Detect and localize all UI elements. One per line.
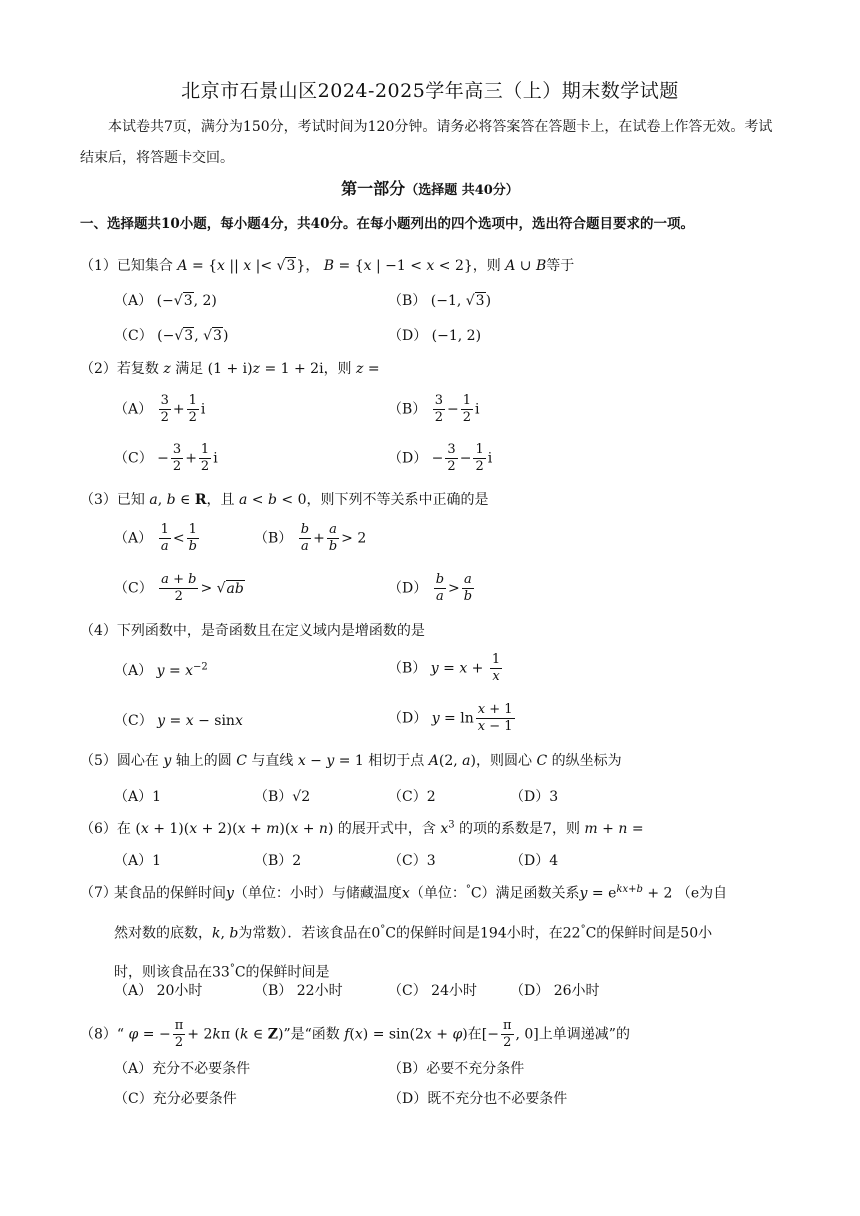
q2-option-a[interactable]: （A） $\frac{3}{2}$ + $\frac{1}{2}$ i	[114, 393, 206, 425]
option-label: （C）	[114, 580, 153, 597]
q3-option-c[interactable]: （C） $\frac{a + b}{2}$ > √ab	[114, 572, 244, 604]
option-label: （C）	[388, 983, 427, 999]
option-label: （D）	[388, 1091, 428, 1107]
option-label: （C）	[114, 1091, 153, 1107]
question-text: 等于	[546, 258, 575, 274]
option-text: 必要不充分条件	[426, 1061, 525, 1077]
q8-option-d[interactable]	[388, 1088, 567, 1108]
q6-option-a[interactable]	[114, 850, 161, 870]
question-number: （7）	[80, 885, 117, 901]
option-label: （C）	[388, 853, 427, 869]
option-label: （D）	[388, 328, 428, 344]
question-number: （8）	[80, 1026, 117, 1043]
question-text: 的纵坐标为	[551, 753, 622, 769]
option-label: （B）	[388, 660, 427, 677]
q1-option-c[interactable]: （C） (−√3, √3)	[114, 328, 229, 344]
question-text: （e为自	[676, 885, 728, 902]
q8-option-b[interactable]	[388, 1058, 524, 1078]
question-text: ，则圆心	[475, 753, 532, 769]
q1-option-b[interactable]: （B） (−1, √3)	[388, 293, 492, 309]
q5-option-c[interactable]	[388, 786, 436, 806]
option-text: 充分必要条件	[152, 1091, 237, 1107]
q7-option-c[interactable]	[388, 980, 477, 1000]
question-text: （单位：小时）与储藏温度	[233, 885, 402, 902]
question-text: 的保鲜时间是194小时，在	[396, 925, 563, 942]
question-text: 某食品的保鲜时间	[114, 885, 226, 902]
question-text: 时，则该食品在	[114, 964, 212, 981]
question-number: （4）	[80, 623, 117, 639]
question-1	[80, 255, 574, 275]
q7-option-b[interactable]	[254, 980, 343, 1000]
question-text: ，则下列不等关系中正确的是	[306, 492, 489, 508]
part-heading	[0, 176, 860, 199]
option-text: 3	[549, 789, 559, 805]
question-number: （1）	[80, 258, 117, 274]
q3-option-b[interactable]: （B） $\frac{b}{a}$ + $\frac{a}{b}$ > 2	[254, 522, 367, 554]
option-text: 4	[549, 853, 559, 869]
option-label: （B）	[254, 530, 293, 547]
math-expr: A ∪ B	[505, 258, 547, 274]
question-text: 若复数	[116, 361, 159, 377]
question-text: ，且	[206, 492, 235, 508]
question-text: （单位：	[409, 885, 466, 902]
q4-option-b[interactable]: （B） y = x + $\frac{1}{x}$	[388, 652, 501, 684]
option-label: （B）	[254, 789, 293, 805]
question-3: （3）已知 a, b ∈ R，且 a < b < 0，则下列不等关系中正确的是	[80, 492, 489, 508]
q5-option-b[interactable]	[254, 786, 310, 806]
question-text: 在	[467, 1026, 482, 1043]
q8-option-a[interactable]	[114, 1058, 250, 1078]
q1-option-d[interactable]: （D） (−1, 2)	[388, 328, 482, 344]
option-label: （A）	[114, 293, 153, 309]
question-text: 已知	[116, 492, 145, 508]
option-text: 26小时	[553, 983, 600, 999]
question-7-body	[114, 875, 789, 988]
q5-option-a[interactable]	[114, 786, 161, 806]
option-label: （D）	[388, 450, 428, 467]
option-label: （D）	[388, 710, 428, 727]
option-text: 1	[152, 789, 162, 805]
exam-instructions: 本试卷共7页，满分为150分，考试时间为120分钟。请务必将答案答在答题卡上，在试卷上作答无效。考试结束后，将答题卡交回。	[80, 119, 773, 166]
option-label: （B）	[254, 983, 293, 999]
q7-option-a[interactable]	[114, 980, 202, 1000]
part-title: 第一部分	[341, 179, 406, 198]
q4-option-d[interactable]: （D） y = ln $\frac{x + 1}{x - 1}$	[388, 702, 513, 734]
q8-option-c[interactable]	[114, 1088, 237, 1108]
question-text: ”是“函数	[283, 1026, 340, 1043]
option-label: （B）	[254, 853, 293, 869]
question-text: ，	[305, 258, 320, 274]
option-text: 充分不必要条件	[152, 1061, 251, 1077]
option-label: （A）	[114, 1061, 153, 1077]
part-subtitle: （选择题 共40分）	[405, 183, 519, 198]
option-label: （C）	[114, 328, 153, 344]
question-text: 轴上的圆	[175, 753, 232, 769]
q2-option-c[interactable]: （C） − $\frac{3}{2}$ + $\frac{1}{2}$ i	[114, 442, 218, 474]
option-text: 22小时	[296, 983, 343, 999]
option-label: （C）	[114, 713, 153, 729]
question-text: 然对数的底数，	[114, 925, 212, 942]
option-label: （B）	[388, 401, 427, 418]
question-7-line-3: 时，则该食品在33°C的保鲜时间是	[114, 963, 330, 981]
question-text: 上单调递减”的	[538, 1026, 630, 1043]
question-text: 的保鲜时间是50小	[596, 925, 713, 942]
question-text: 的保鲜时间是	[245, 964, 330, 981]
option-label: （A）	[114, 663, 153, 679]
question-5: （5）圆心在 y 轴上的圆 C 与直线 x − y = 1 相切于点 A(2, a)，则圆心 C 的纵坐标为	[80, 753, 622, 769]
question-2: （2）若复数 z 满足 (1 + i)z = 1 + 2i，则 z =	[80, 361, 380, 377]
math-expr: A = {x || x |< √3}	[177, 258, 306, 274]
q1-option-a[interactable]: （A） (−√3, 2)	[114, 293, 217, 309]
question-text: “	[116, 1026, 125, 1043]
q5-option-d[interactable]	[510, 786, 558, 806]
option-label: （B）	[388, 1061, 427, 1077]
question-number: （3）	[80, 492, 117, 508]
question-text: 下列函数中，是奇函数且在定义域内是增函数的是	[116, 623, 425, 639]
option-text: 2	[292, 853, 302, 869]
option-label: （C）	[114, 450, 153, 467]
option-text: 20小时	[156, 983, 203, 999]
question-text: ，则	[472, 258, 501, 274]
q2-option-b[interactable]: （B） $\frac{3}{2}$ − $\frac{1}{2}$ i	[388, 393, 480, 425]
question-4	[80, 620, 425, 640]
q2-option-d[interactable]: （D） − $\frac{3}{2}$ − $\frac{1}{2}$ i	[388, 442, 493, 474]
question-text: 与直线	[251, 753, 294, 769]
q3-option-d[interactable]: （D） $\frac{b}{a}$ > $\frac{a}{b}$	[388, 572, 473, 604]
math-expr: B = {x | −1 < x < 2}	[323, 258, 473, 274]
question-text: ，则	[323, 361, 352, 377]
question-text: 满足	[175, 361, 204, 377]
question-text: ）满足函数关系	[481, 885, 580, 902]
question-text: 的项的系数是7，则	[459, 821, 580, 837]
section-heading: 一、选择题共10小题，每小题4分，共40分。在每小题列出的四个选项中，选出符合题目要求的一项。	[80, 216, 694, 232]
q4-option-c[interactable]: （C） y = x − sinx	[114, 713, 243, 729]
question-number: （5）	[80, 753, 117, 769]
q3-option-a[interactable]: （A） $\frac{1}{a}$ < $\frac{1}{b}$	[114, 522, 197, 554]
option-label: （D）	[510, 983, 550, 999]
q6-option-d[interactable]	[510, 850, 558, 870]
option-text: 既不充分也不必要条件	[427, 1091, 568, 1107]
option-text: 3	[426, 853, 436, 869]
question-text: 的展开式中，含	[337, 821, 436, 837]
option-label: （A）	[114, 789, 153, 805]
question-7	[80, 882, 117, 902]
option-label: （A）	[114, 983, 153, 999]
q4-option-a[interactable]: （A） $y = x^{-2}$	[114, 661, 208, 679]
question-text: 在	[116, 821, 131, 837]
question-6: （6）在 (x + 1)(x + 2)(x + m)(x + n) 的展开式中，含 $x^3$ 的项的系数是7，则 m + n =	[80, 819, 644, 837]
question-text: 圆心在	[116, 753, 159, 769]
question-text: 为常数）．若该食品在	[238, 925, 372, 942]
question-text: 已知集合	[116, 258, 173, 274]
question-7-line-2: 然对数的底数，k, b为常数）．若该食品在0°C的保鲜时间是194小时，在22°C的保鲜时间是50小	[114, 923, 713, 942]
option-text: √2	[292, 789, 311, 805]
option-text: 1	[152, 853, 162, 869]
question-number: （2）	[80, 361, 117, 377]
option-label: （A）	[114, 401, 153, 418]
option-label: （C）	[388, 789, 427, 805]
option-label: （D）	[510, 789, 550, 805]
q6-option-c[interactable]	[388, 850, 436, 870]
option-label: （B）	[388, 293, 427, 309]
question-number: （6）	[80, 821, 117, 837]
q6-option-b[interactable]	[254, 850, 301, 870]
option-label: （A）	[114, 530, 153, 547]
option-text: 24小时	[431, 983, 477, 999]
option-label: （D）	[388, 580, 428, 597]
question-8: （8）“ φ = − $\frac{\pi}{2}$ + 2kπ (k ∈ Z)”是“函数 f(x) = sin(2x + φ)在[− $\frac{\pi}{2}$ , 0]上单调递减”的	[80, 1018, 630, 1050]
question-text: 相切于点	[368, 753, 425, 769]
option-label: （A）	[114, 853, 153, 869]
question-7-line-1: 某食品的保鲜时间y（单位：小时）与储藏温度x（单位：°C）满足函数关系$y = e^{kx+b} + 2$ （e为自	[114, 884, 728, 902]
q7-option-d[interactable]	[510, 980, 600, 1000]
option-text: 2	[426, 789, 436, 805]
page-title: 北京市石景山区2024-2025学年高三（上）期末数学试题	[181, 80, 679, 102]
option-label: （D）	[510, 853, 550, 869]
